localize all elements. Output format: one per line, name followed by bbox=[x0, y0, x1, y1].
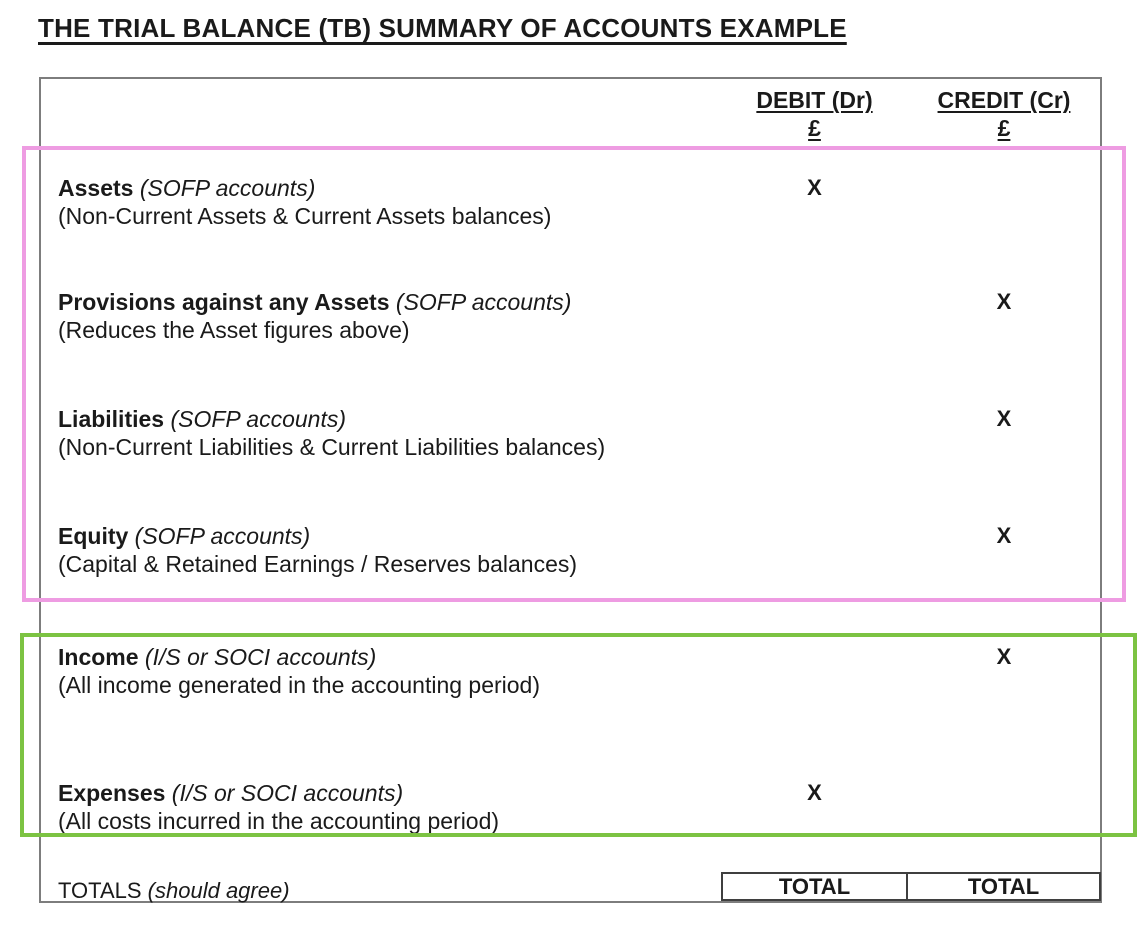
account-title-line bbox=[58, 779, 721, 807]
column-header-debit bbox=[721, 86, 908, 142]
account-type: (SOFP accounts) bbox=[170, 406, 347, 432]
totals-label-note: (should agree) bbox=[147, 878, 290, 903]
account-name: Liabilities bbox=[58, 406, 165, 432]
account-title-line bbox=[58, 643, 721, 671]
credit-currency-symbol: £ bbox=[997, 115, 1011, 141]
credit-mark-cell: X bbox=[996, 289, 1012, 314]
table-row bbox=[41, 405, 1100, 461]
total-credit-cell: TOTAL bbox=[967, 874, 1040, 899]
table-row bbox=[41, 288, 1100, 344]
account-description: (Capital & Retained Earnings / Reserves balances) bbox=[58, 551, 578, 577]
totals-label-text: TOTALS bbox=[58, 878, 142, 903]
account-description: (All costs incurred in the accounting period) bbox=[58, 808, 500, 834]
debit-mark-cell bbox=[721, 405, 908, 461]
credit-mark-cell bbox=[908, 174, 1100, 230]
account-type: (SOFP accounts) bbox=[139, 175, 316, 201]
debit-mark-cell: X bbox=[807, 175, 822, 200]
account-name: Provisions against any Assets bbox=[58, 289, 390, 315]
table-row bbox=[41, 522, 1100, 578]
account-title-line bbox=[58, 174, 721, 202]
debit-mark-cell bbox=[721, 288, 908, 344]
account-description: (Reduces the Asset figures above) bbox=[58, 317, 410, 343]
table-row bbox=[41, 174, 1100, 230]
credit-mark-cell: X bbox=[996, 406, 1012, 431]
account-title-line bbox=[58, 522, 721, 550]
debit-mark-cell bbox=[721, 643, 908, 699]
account-description: (All income generated in the accounting period) bbox=[58, 672, 541, 698]
debit-header-label: DEBIT (Dr) bbox=[756, 87, 873, 113]
page-title: THE TRIAL BALANCE (TB) SUMMARY OF ACCOUNTS EXAMPLE bbox=[38, 13, 847, 43]
credit-mark-cell bbox=[908, 779, 1100, 835]
credit-header-label: CREDIT (Cr) bbox=[937, 87, 1071, 113]
totals-row-label bbox=[58, 878, 290, 904]
account-title-line bbox=[58, 405, 721, 433]
debit-mark-cell: X bbox=[807, 780, 822, 805]
credit-mark-cell: X bbox=[996, 523, 1012, 548]
account-description: (Non-Current Liabilities & Current Liabilities balances) bbox=[58, 434, 606, 460]
debit-mark-cell bbox=[721, 522, 908, 578]
account-cell bbox=[41, 522, 721, 578]
account-title-line bbox=[58, 288, 721, 316]
credit-mark-cell: X bbox=[996, 644, 1012, 669]
account-type: (SOFP accounts) bbox=[134, 523, 311, 549]
account-cell bbox=[41, 288, 721, 344]
account-type: (I/S or SOCI accounts) bbox=[144, 644, 377, 670]
account-cell bbox=[41, 174, 721, 230]
debit-currency-symbol: £ bbox=[808, 115, 821, 141]
account-cell bbox=[41, 779, 721, 835]
account-name: Expenses bbox=[58, 780, 166, 806]
account-name: Equity bbox=[58, 523, 129, 549]
account-name: Income bbox=[58, 644, 139, 670]
account-type: (SOFP accounts) bbox=[395, 289, 572, 315]
total-debit-cell: TOTAL bbox=[723, 874, 908, 899]
account-type: (I/S or SOCI accounts) bbox=[171, 780, 404, 806]
account-name: Assets bbox=[58, 175, 134, 201]
table-row bbox=[41, 643, 1100, 699]
account-cell bbox=[41, 643, 721, 699]
trial-balance-table bbox=[39, 77, 1102, 903]
account-cell bbox=[41, 405, 721, 461]
account-description: (Non-Current Assets & Current Assets balances) bbox=[58, 203, 552, 229]
totals-row bbox=[721, 872, 1101, 901]
column-header-credit bbox=[908, 86, 1100, 142]
table-row bbox=[41, 779, 1100, 835]
